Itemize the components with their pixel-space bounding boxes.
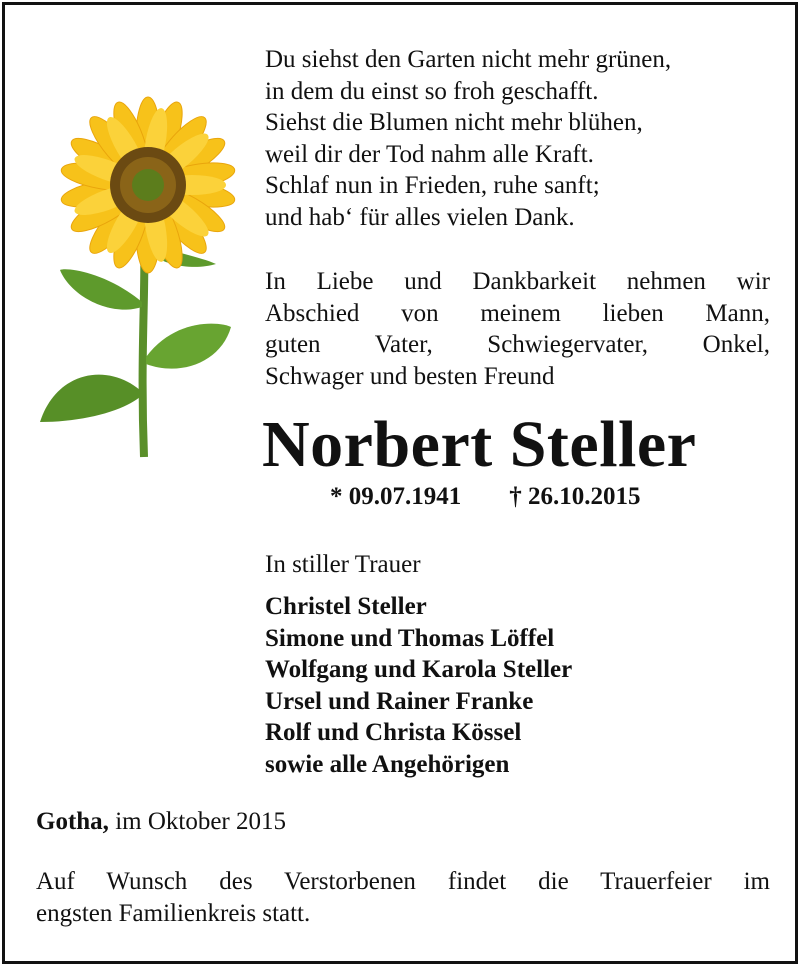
poem-line: Siehst die Blumen nicht mehr blühen,	[265, 109, 643, 136]
poem-line: weil dir der Tod nahm alle Kraft.	[265, 140, 594, 168]
place-city: Gotha,	[36, 808, 109, 835]
farewell-line: In Liebe und Dankbarkeit nehmen wir	[265, 268, 770, 295]
mourning-intro: In stiller Trauer	[265, 551, 421, 578]
farewell-line: Schwager und besten Freund	[265, 362, 555, 390]
farewell-line: guten Vater, Schwiegervater, Onkel,	[265, 331, 770, 358]
death-date: † 26.10.2015	[509, 483, 641, 510]
sunflower-petals	[59, 97, 236, 273]
place-date	[36, 808, 286, 836]
poem-line: Schlaf nun in Frieden, ruhe sanft;	[265, 172, 600, 199]
farewell-line: Abschied von meinem lieben Mann,	[265, 299, 770, 327]
mourner: sowie alle Angehörigen	[265, 750, 510, 778]
poem	[265, 44, 770, 233]
mourner: Rolf und Christa Kössel	[265, 719, 522, 746]
mourner: Simone und Thomas Löffel	[265, 624, 555, 652]
poem-line: Du siehst den Garten nicht mehr grünen,	[265, 46, 672, 73]
life-dates	[330, 483, 641, 511]
poem-line: und hab‘ für alles vielen Dank.	[265, 203, 575, 231]
birth-date: * 09.07.1941	[330, 483, 462, 510]
farewell-text	[265, 266, 770, 392]
funeral-notice	[36, 866, 770, 929]
mourner: Wolfgang und Karola Steller	[265, 656, 573, 683]
leaf-right-mid	[146, 324, 231, 369]
notice-line: engsten Familienkreis statt.	[36, 899, 311, 927]
poem-line: in dem du einst so froh geschafft.	[265, 77, 599, 105]
mourners-list	[265, 591, 572, 780]
mourner: Ursel und Rainer Franke	[265, 687, 534, 715]
mourner: Christel Steller	[265, 593, 427, 620]
leaf-left-top	[60, 269, 142, 309]
deceased-name: Norbert Steller	[262, 408, 697, 481]
leaf-left-bottom	[40, 375, 140, 422]
place-month: im Oktober 2015	[115, 808, 287, 835]
notice-line: Auf Wunsch des Verstorbenen findet die Trauerfeier im	[36, 868, 770, 895]
sunflower-illustration	[36, 92, 246, 462]
